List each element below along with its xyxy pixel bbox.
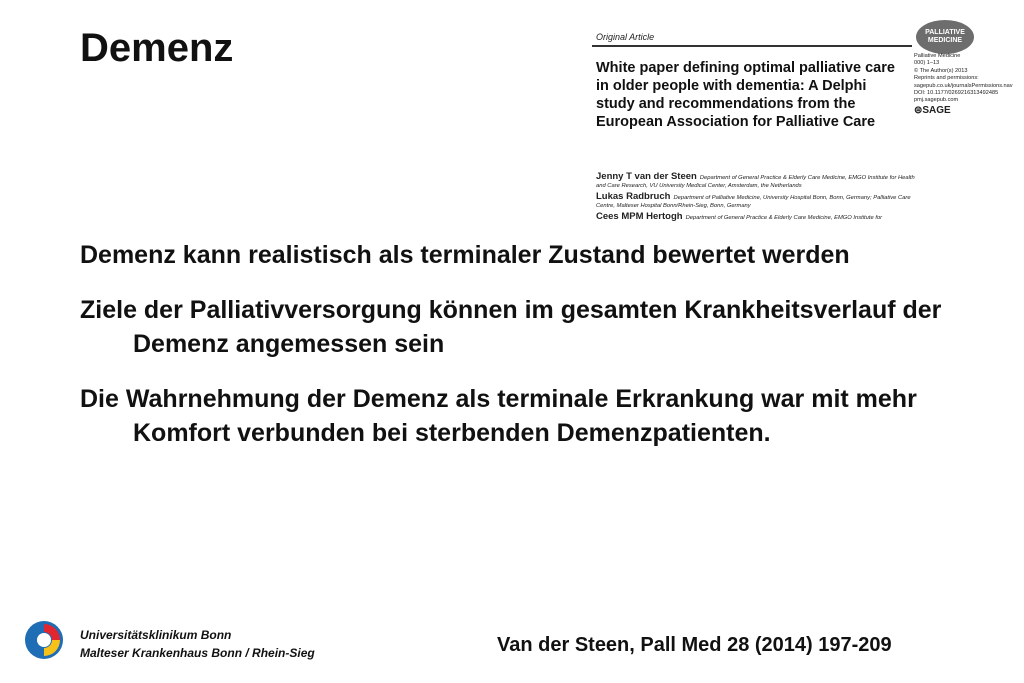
journal-logo-line1: PALLIATIVE	[925, 29, 965, 36]
paper-title: White paper defining optimal palliative care in older people with dementia: A Delphi study and recommendations from the European Association for Palliative Care	[596, 60, 895, 130]
bullet-item: Demenz kann realistisch als terminaler Zustand bewertet werden	[80, 241, 850, 269]
institution-name: Universitätsklinikum Bonn	[80, 628, 232, 642]
meta-line: pmj.sagepub.com	[914, 97, 959, 104]
paper-excerpt	[592, 20, 1017, 230]
meta-line: Reprints and permissions:	[914, 75, 979, 82]
author-name: Jenny T van der Steen	[596, 171, 697, 182]
meta-line: 000) 1–13	[914, 60, 940, 67]
author-entry	[596, 213, 916, 222]
author-list	[596, 173, 916, 225]
institution-name: Malteser Krankenhaus Bonn / Rhein-Sieg	[80, 646, 315, 660]
university-logo-icon	[24, 620, 64, 660]
bullet-item: Ziele der Palliativversorgung können im gesamten Krankheitsverlauf der Demenz angemessen sein	[80, 296, 942, 358]
publisher-name: SAGE	[922, 105, 951, 116]
sage-icon: ⊜	[914, 105, 923, 116]
article-type: Original Article	[596, 32, 655, 42]
header-rule	[592, 45, 912, 47]
bullet-list	[80, 238, 980, 471]
journal-meta	[914, 53, 1014, 105]
citation: Van der Steen, Pall Med 28 (2014) 197-209	[497, 634, 892, 656]
meta-line: Palliative Medicine	[914, 53, 961, 59]
author-entry	[596, 173, 916, 190]
author-affiliation: Department of General Practice & Elderly Care Medicine, EMGO Institute for	[685, 215, 883, 221]
author-entry	[596, 193, 916, 210]
bullet-item: Die Wahrnehmung der Demenz als terminale Erkrankung war mit mehr Komfort verbunden bei sterbenden Demenzpatienten.	[80, 385, 917, 447]
meta-line: sagepub.co.uk/journalsPermissions.nav	[914, 82, 1013, 89]
slide-title: Demenz	[80, 26, 234, 70]
meta-line: DOI: 10.1177/0269216313492485	[914, 90, 999, 97]
author-name: Lukas Radbruch	[596, 191, 671, 202]
footer-institutions	[80, 626, 315, 662]
journal-logo-line2: MEDICINE	[927, 37, 963, 44]
publisher-logo	[914, 105, 951, 116]
journal-logo	[916, 20, 974, 54]
author-name: Cees MPM Hertogh	[596, 211, 683, 222]
author-affiliation: Department of General Practice & Elderly Care Medicine, EMGO Institute for Health and Care Research, VU University Medical Center, Amsterdam, the Netherlands	[596, 175, 915, 189]
meta-line: © The Author(s) 2013	[914, 67, 968, 74]
author-affiliation: Department of Palliative Medicine, University Hospital Bonn, Bonn, Germany; Palliative Care Centre, Malteser Hospital Bonn/Rhein-Sieg, Bonn, Germany	[596, 195, 911, 209]
